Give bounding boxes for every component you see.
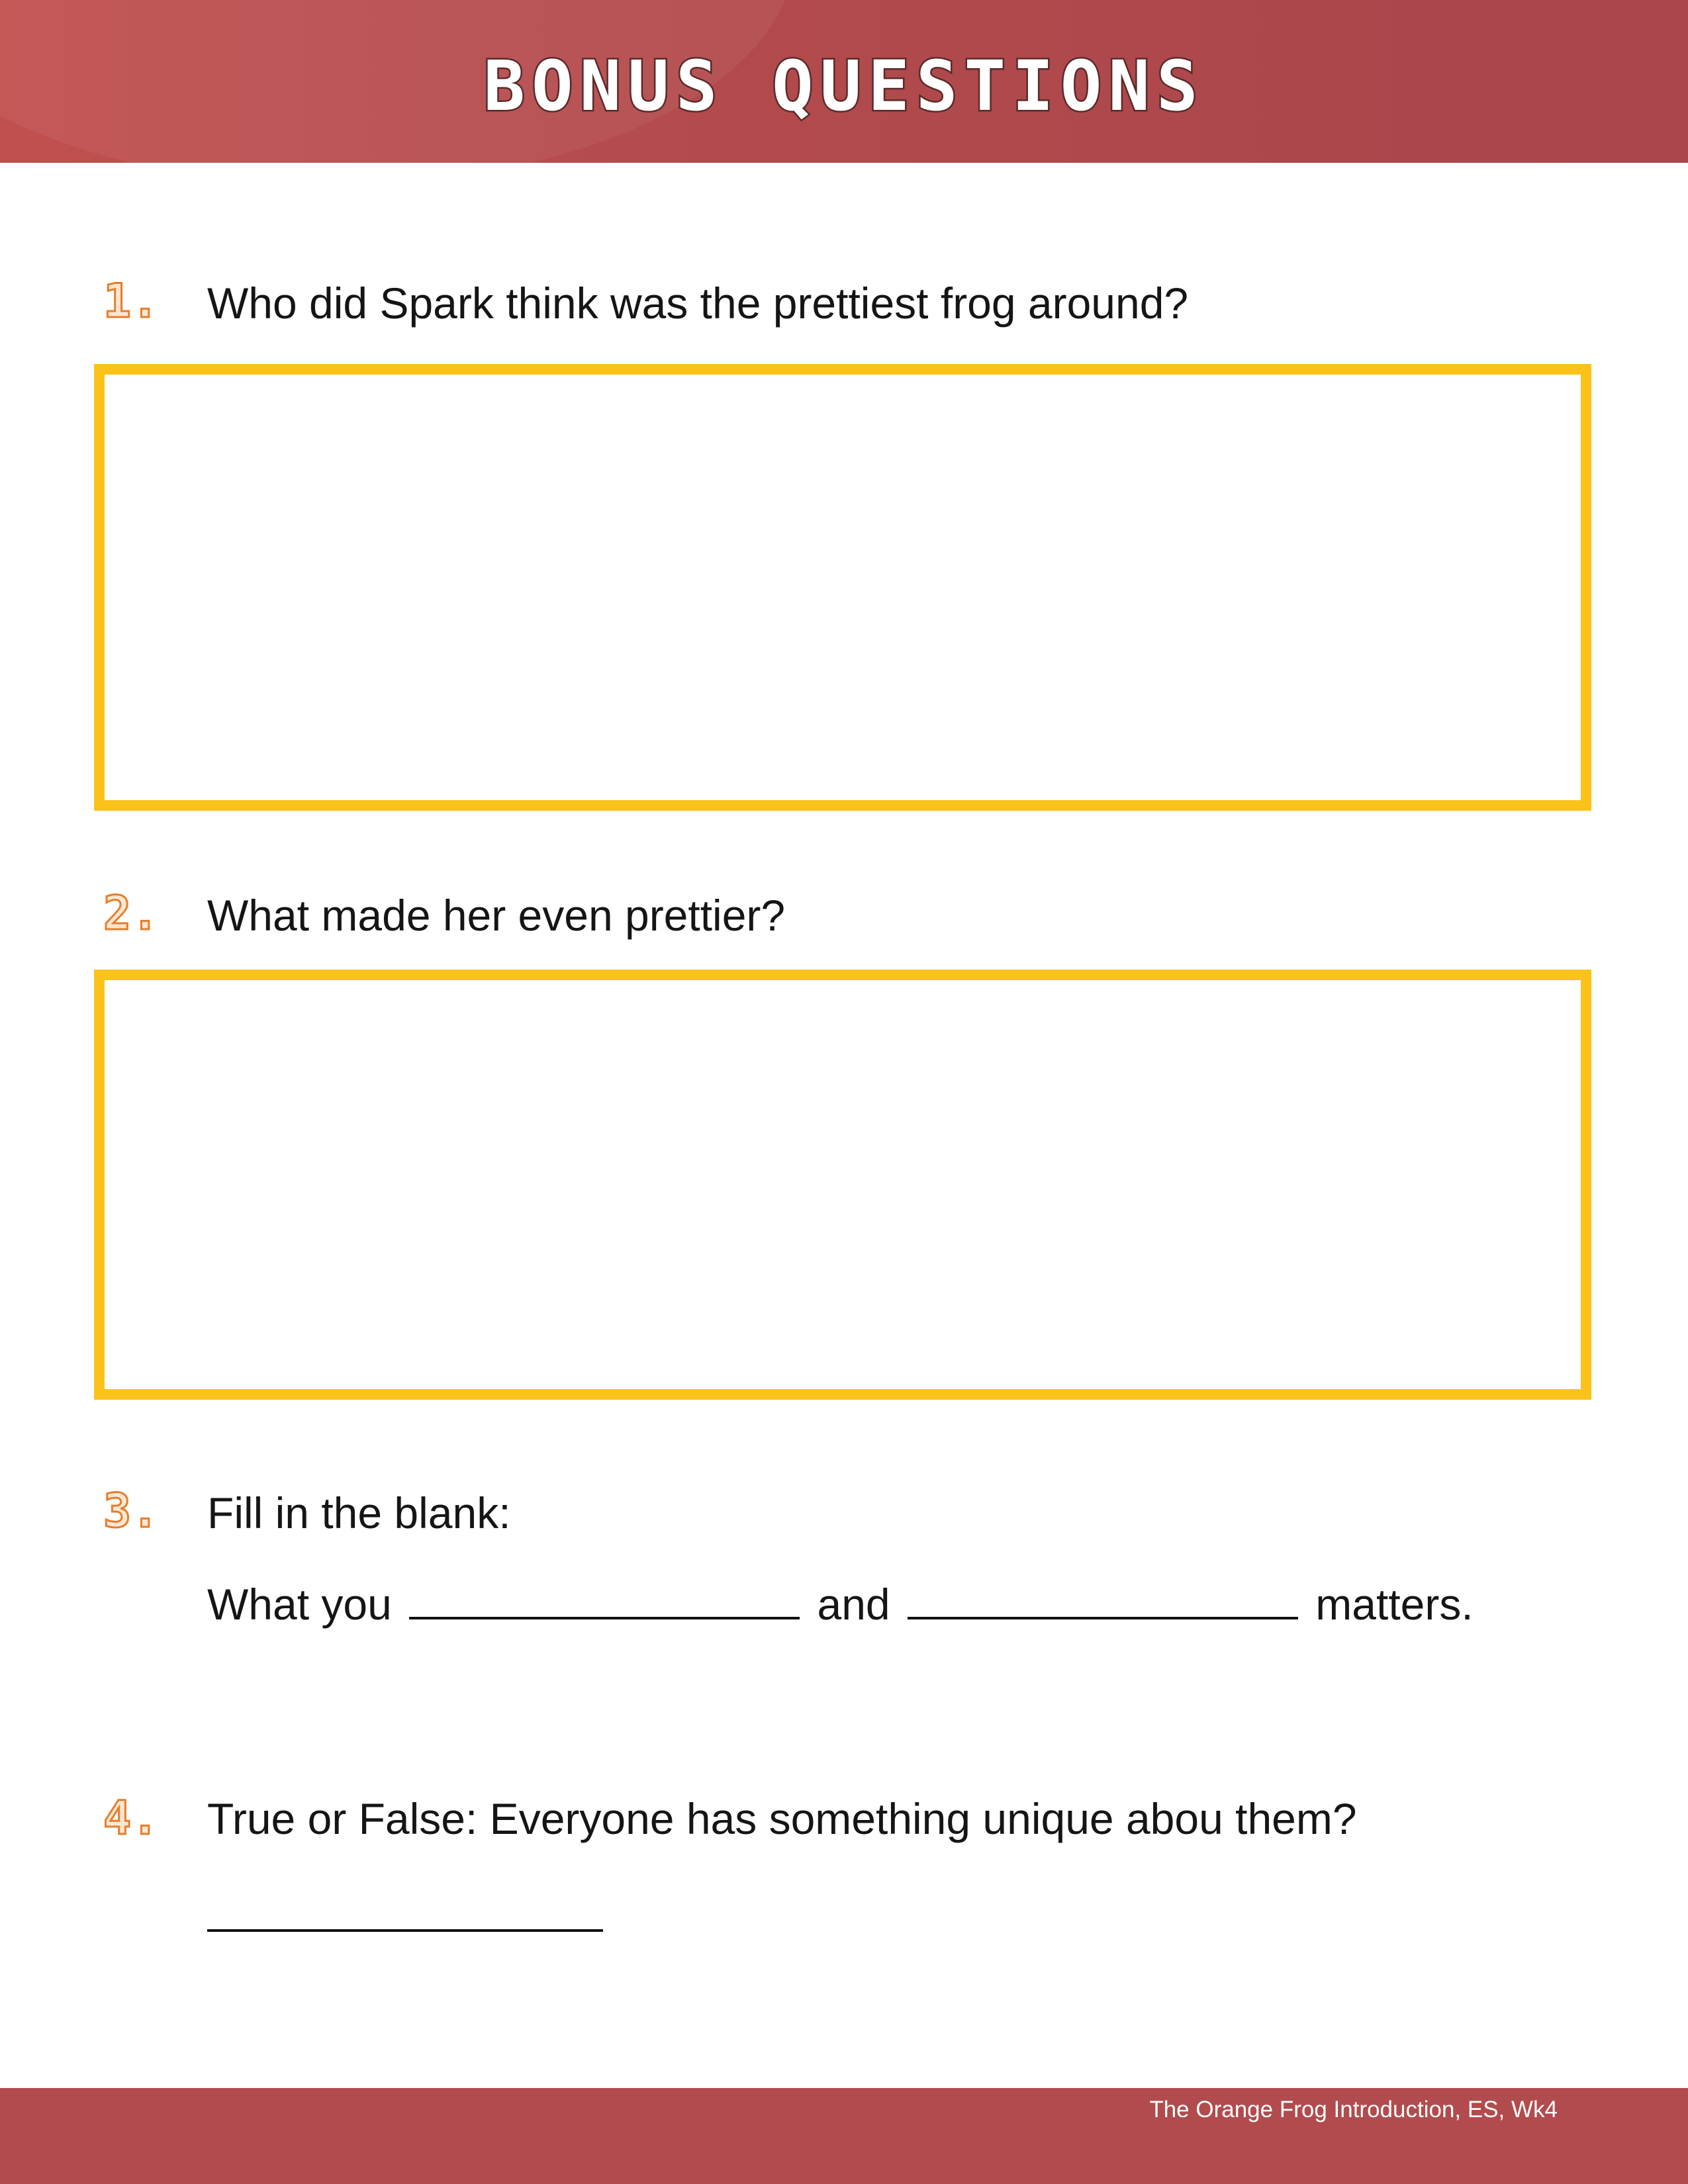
header-banner <box>0 0 1688 163</box>
question-2-number: 2. <box>103 886 160 940</box>
fill-in-sentence <box>207 1578 1474 1629</box>
question-4-text: True or False: Everyone has something unique abou them? <box>207 1794 1357 1843</box>
question-1-text: Who did Spark think was the prettiest frog around? <box>207 279 1189 328</box>
question-2-text: What made her even prettier? <box>207 891 786 940</box>
fill-in-blank-2[interactable] <box>908 1578 1298 1619</box>
question-3-number: 3. <box>103 1484 160 1538</box>
question-4-number: 4. <box>103 1791 160 1845</box>
question-1-number: 1. <box>103 274 160 328</box>
fill-in-part-3: matters. <box>1315 1580 1474 1629</box>
answer-box-1[interactable] <box>94 364 1591 811</box>
footer-text: The Orange Frog Introduction, ES, Wk4 <box>1149 2097 1558 2122</box>
fill-in-blank-1[interactable] <box>409 1578 800 1619</box>
fill-in-part-1: What you <box>207 1580 392 1629</box>
fill-in-part-2: and <box>817 1580 890 1629</box>
page-title: BONUS QUESTIONS <box>483 46 1205 126</box>
question-3-text: Fill in the blank: <box>207 1488 511 1537</box>
answer-box-2[interactable] <box>94 970 1591 1400</box>
answer-line-4[interactable] <box>207 1929 603 1932</box>
